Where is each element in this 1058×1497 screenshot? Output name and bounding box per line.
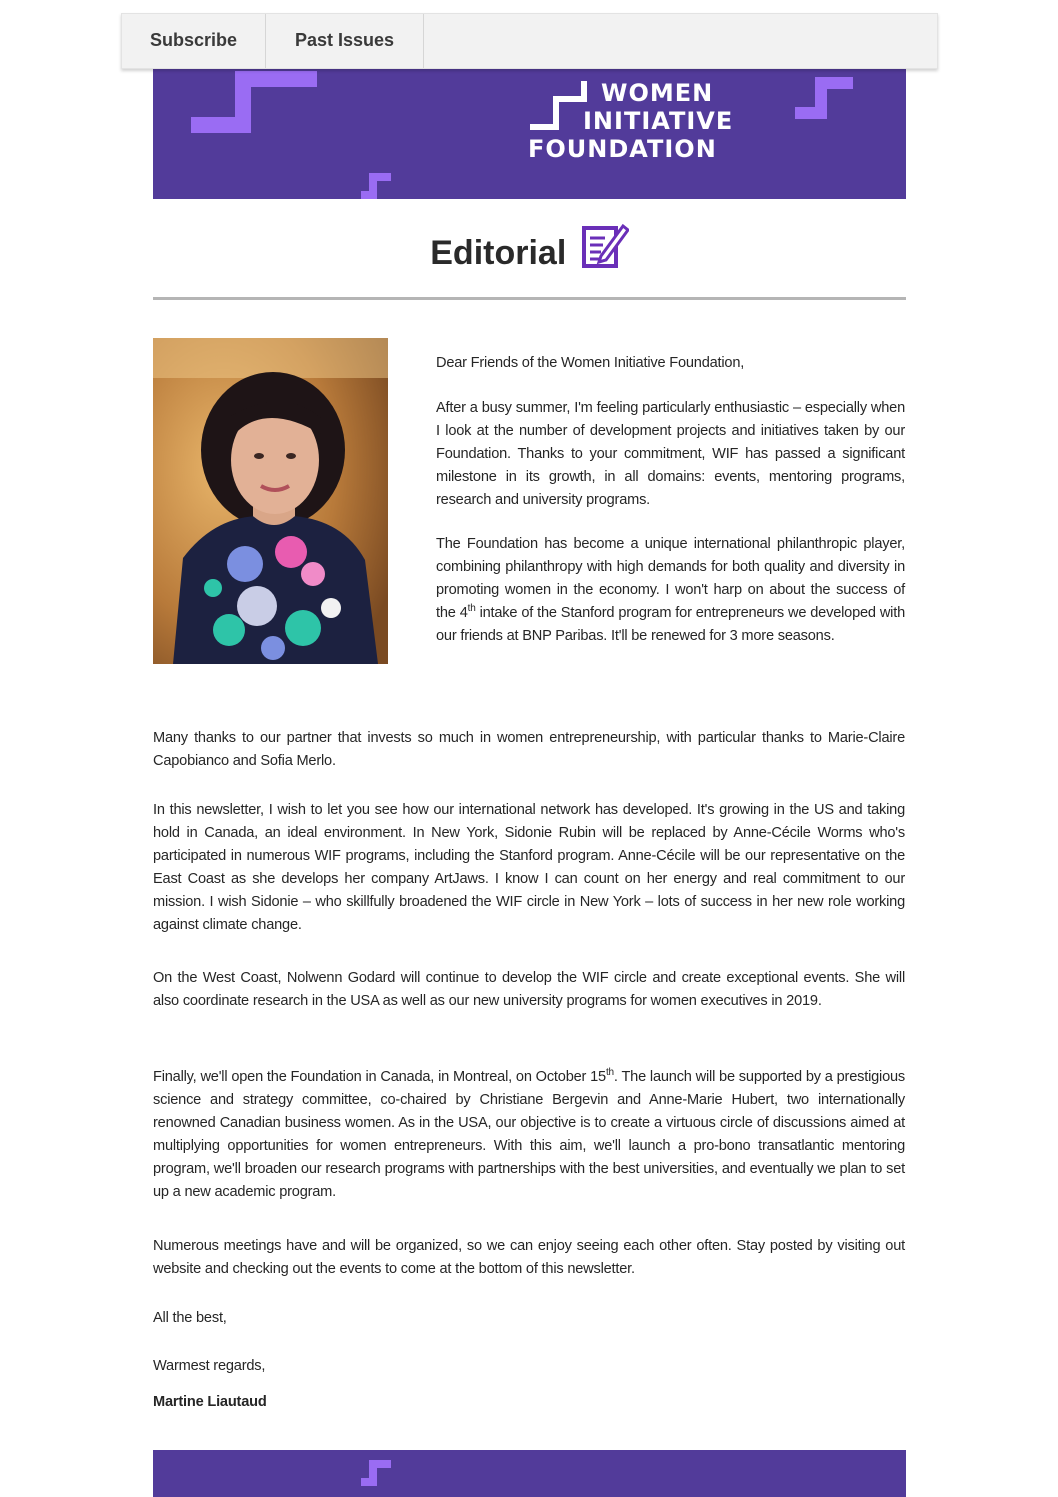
signature: Martine Liautaud [153,1394,267,1410]
signoff-best: All the best, [153,1310,227,1326]
paragraph-6-text-a: Finally, we'll open the Foundation in Canada, in Montreal, on October 15 [153,1069,606,1085]
footer-banner [153,1450,906,1497]
subscribe-tab[interactable]: Subscribe [122,14,266,68]
paragraph-2 [436,533,905,648]
paragraph-2-text-b: intake of the Stanford program for entrepreneurs we developed with our friends at BNP Paribas. It'll be renewed for 3 more seasons. [436,605,905,644]
paragraph-4: In this newsletter, I wish to let you see how our international network has developed. It's growing in the US and taking hold in Canada, an ideal environment. In New York, Sidonie Rubin will be replaced by Anne-Cécile Worms who's participated in numerous WIF programs, including the Stanford program. Anne-Cécile will be our representative on the East Coast as she develops her company ArtJaws. I know I can count on her energy and real commitment to our mission. I wish Sidonie – who skillfully broadened the WIF circle in New York – lots of success in her new role working against climate change. [153,802,905,933]
signoff-regards: Warmest regards, [153,1358,266,1374]
top-nav-bar [121,13,938,69]
page-title: Editorial [430,233,567,272]
paragraph-2-text-a: The Foundation has become a unique international philanthropic player, combining philanthropy with high demands for both quality and diversity in promoting women in the economy. I won't harp on about the success of the 4 [436,536,905,621]
step-decoration-icon [191,67,317,137]
wif-logo [528,79,734,163]
logo-text-initiative: INITIATIVE [583,107,734,135]
step-decoration-icon [359,169,391,199]
memo-icon [581,222,629,268]
paragraph-3: Many thanks to our partner that invests so much in women entrepreneurship, with particular thanks to Marie-Claire Capobianco and Sofia Merlo. [153,730,905,769]
step-decoration-icon [359,1456,391,1490]
paragraph-7: Numerous meetings have and will be organized, so we can enjoy seeing each other often. Stay posted by visiting out website and checking out the events to come at the bottom of this newsletter. [153,1238,905,1277]
paragraph-6-text-b: . The launch will be supported by a prestigious science and strategy committee, co-chaired by Christiane Bergevin and Anne-Marie Hubert, two internationally renowned Canadian business women. As in the USA, our objective is to create a virtuous circle of discussions aimed at multiplying opportunities for women entrepreneurs. With this aim, we'll launch a pro-bono transatlantic mentoring program, we'll broaden our research programs with partnerships with the best universities, and eventually we plan to set up a new academic program. [153,1069,905,1200]
paragraph-1: After a busy summer, I'm feeling particularly enthusiastic – especially when I look at the number of development projects and initiatives taken by our Foundation. Thanks to your commitment, WIF has passed a significant milestone in its growth, in all domains: events, mentoring programs, research and university programs. [436,400,905,508]
superscript: th [467,603,476,615]
title-divider [153,297,906,300]
paragraph-5: On the West Coast, Nolwenn Godard will continue to develop the WIF circle and create exceptional events. She will also coordinate research in the USA as well as our new university programs for women executives in 2019. [153,970,905,1009]
logo-text-foundation: FOUNDATION [528,135,717,163]
past-issues-tab[interactable]: Past Issues [266,14,424,68]
logo-text-women: WOMEN [601,79,714,107]
paragraph-6 [153,1066,905,1204]
letter-greeting: Dear Friends of the Women Initiative Foundation, [436,355,745,371]
step-decoration-icon [793,75,853,123]
superscript: th [605,1067,614,1079]
author-portrait [153,338,388,664]
section-title [153,222,906,282]
